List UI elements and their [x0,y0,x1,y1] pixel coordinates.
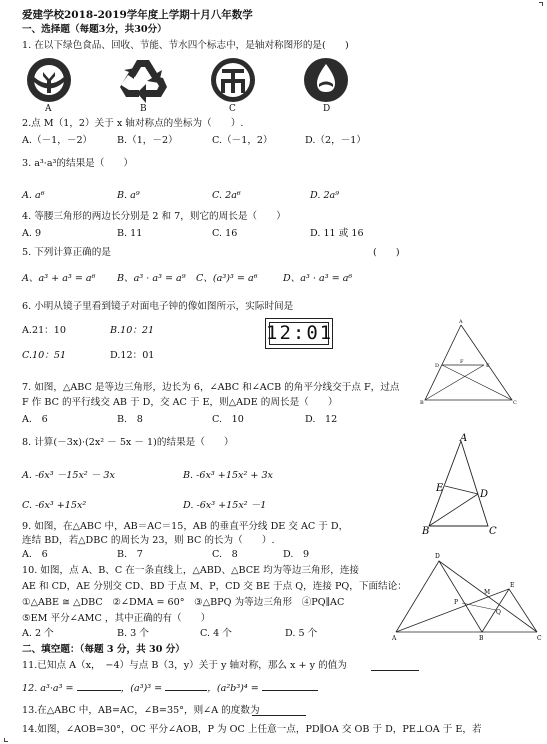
recycle-logo-icon [117,57,169,103]
q10-line4: ⑤EM 平分∠AMC ，其中正确的有（ ） [22,613,211,624]
q9-option-b: B. 7 [117,549,143,560]
q1-label-d: D [323,104,331,114]
section-heading-choice: 一、选择题（每题3分，共30分） [22,24,167,35]
q7-label-f: F [460,359,464,365]
q7-line2: F 作 BC 的平行线交 AB 于 D，交 AC 于 E，则△ADE 的周长是（ ） [22,397,338,408]
q7-label-d: D [435,363,440,369]
q11-stem: 11.已知点 A（x， −4）与点 B（3，y）关于 y 轴对称，那么 x + y 的值为 [22,660,347,671]
q10-label-q: Q [496,609,501,616]
q10-label-d: D [435,553,440,560]
q1-stem: 1. 在以下绿色食品、回收、节能、节水四个标志中，是轴对称图形的是( ) [22,40,349,51]
q10-label-b: B [479,635,484,642]
q11-answer-blank[interactable] [371,670,419,671]
q9-option-a: A. 6 [22,549,48,560]
q2-option-c: C.（－1，2） [212,135,273,146]
q8-option-a: A. -6x³ －15x² － 3x [22,470,115,481]
q3-option-b: B. a⁹ [117,190,140,201]
q4-option-a: A. 9 [22,228,42,239]
q7-label-b: B [420,400,424,406]
q10-option-a: A. 2 个 [22,628,54,639]
q10-option-c: C. 4 个 [200,628,232,639]
q5-option-d: D、a³ · a³ = a⁶ [283,273,353,284]
clock-digits: 12:01 [266,322,334,344]
corner-mark-bottom-left [4,738,8,742]
q1-icon-d [303,57,349,103]
q6-stem: 6. 小明从镜子里看到镜子对面电子钟的像如图所示，实际时间是 [22,301,294,312]
q1-label-b: B [140,104,147,114]
q6-option-b: B.10：21 [110,325,155,336]
q7-triangle-figure [420,319,520,406]
mirror-clock [265,318,333,349]
q1-icon-a [26,57,72,103]
q7-option-c: C. 10 [212,414,244,425]
page-title: 爱建学校2018-2019学年度上学期十月八年数学 [22,9,253,21]
q5-option-c: C、(a³)³ = a⁶ [196,273,258,284]
q10-option-d: D. 5 个 [285,628,318,639]
q7-option-a: A. 6 [22,414,48,425]
energy-saving-logo-icon [210,57,256,103]
q7-label-a: A [459,319,463,325]
q13-stem: 13.在△ABC 中，AB=AC，∠B=35°，则∠A 的度数为 [22,705,260,716]
q3-option-c: C. 2a⁶ [212,190,241,201]
q2-option-a: A.（－1，－2） [22,135,93,146]
q9-line2: 连结 BD，若△DBC 的周长为 23，则 BC 的长为（ ）. [22,535,275,546]
green-food-logo-icon [26,57,72,103]
q9-line1: 9. 如图，在△ABC 中，AB＝AC＝15，AB 的垂直平分线 DE 交 AC 于 D， [22,521,349,532]
q2-option-d: D.（2，－1） [305,135,366,146]
q3-stem: 3. a³·a³的结果是（ ） [22,158,134,169]
q10-line3: ①△ABE ≅ △DBC ②∠DMA = 60° ③△BPQ 为等边三角形 ④PQ∥AC [22,597,345,608]
q12-part1: 12. a³·a³ = [22,683,77,694]
q7-option-d: D. 12 [305,414,338,425]
q5-answer-paren: ( ) [373,247,400,258]
q7-option-b: B. 8 [117,414,143,425]
q1-label-a: A [45,104,52,114]
q9-triangle-figure [420,433,500,537]
q3-option-a: A. a⁶ [22,190,45,201]
q9-label-a: A [460,433,468,444]
q9-label-e: E [436,483,444,494]
q4-option-d: D. 11 或 16 [310,228,364,239]
q4-stem: 4. 等腰三角形的两边长分别是 2 和 7，则它的周长是（ ） [22,211,286,222]
section-heading-fill: 二、填空题：（每题 3 分，共 30 分） [22,644,185,655]
q6-option-c: C.10：51 [22,350,67,361]
q9-option-d: D. 9 [283,549,310,560]
q6-option-d: D.12：01 [110,350,155,361]
corner-mark-top-right [539,2,543,6]
q4-option-c: C. 16 [212,228,238,239]
q9-label-b: B [422,526,430,537]
q12-blank2[interactable] [165,690,207,691]
q12-line [22,683,318,695]
q14-stem: 14.如图，∠AOB=30°，OC 平分∠AOB，P 为 OC 上任意一点，PD∥OA 交 OB 于 D，PE⊥OA 于 E，若 [22,724,482,735]
q8-stem: 8. 计算(－3x)·(2x² － 5x － 1)的结果是（ ） [22,437,234,448]
q3-option-d: D. 2a⁹ [310,190,340,201]
q10-label-a: A [392,635,397,642]
q5-option-a: A、a³ + a³ = a⁶ [22,273,96,284]
q2-stem: 2.点 M（1，2）关于 x 轴对称点的坐标为（ ）. [22,118,244,129]
q4-option-b: B. 11 [117,228,143,239]
q12-blank3[interactable] [262,690,318,691]
q5-option-b: B、a³ · a³ = a⁹ [117,273,186,284]
water-saving-logo-icon [303,57,349,103]
q7-label-c: C [513,400,517,406]
q1-icon-c [210,57,256,103]
q10-line1: 10. 如图，点 A、B、C 在一条直线上，△ABD、△BCE 均为等边三角形，连接 [22,565,360,576]
q9-label-c: C [489,526,497,537]
q10-label-c: C [537,635,542,642]
q10-label-m: M [484,589,491,596]
q10-label-p: P [454,599,459,606]
q10-label-e: E [510,582,515,589]
q10-equilateral-figure [392,552,542,642]
q6-option-a: A.21：10 [22,325,66,336]
q9-label-d: D [480,489,489,500]
q8-option-b: B. -6x³ +15x² + 3x [183,470,273,481]
q10-line2: AE 和 CD，AE 分别交 CD、BD 于点 M、P，CD 交 BE 于点 Q，连接 PQ，下面结论： [22,581,407,592]
q1-label-c: C [229,104,236,114]
q10-option-b: B. 3 个 [117,628,149,639]
q7-label-e: E [486,363,490,369]
q12-part3: ，(a²b³)⁴ = [207,683,262,694]
q9-option-c: C. 8 [212,549,238,560]
q8-option-d: D. -6x³ +15x² －1 [183,500,267,511]
q12-blank1[interactable] [77,690,121,691]
q1-icon-b [117,57,169,103]
q5-stem: 5. 下列计算正确的是 [22,247,111,258]
q2-option-b: B.（1，－2） [117,135,178,146]
q13-answer-blank[interactable] [252,715,306,716]
q12-part2: ，(a³)³ = [120,683,166,694]
q7-line1: 7. 如图，△ABC 是等边三角形，边长为 6，∠ABC 和∠ACB 的角平分线交于点 F，过点 [22,382,400,393]
q8-option-c: C. -6x³ +15x² [22,500,87,511]
